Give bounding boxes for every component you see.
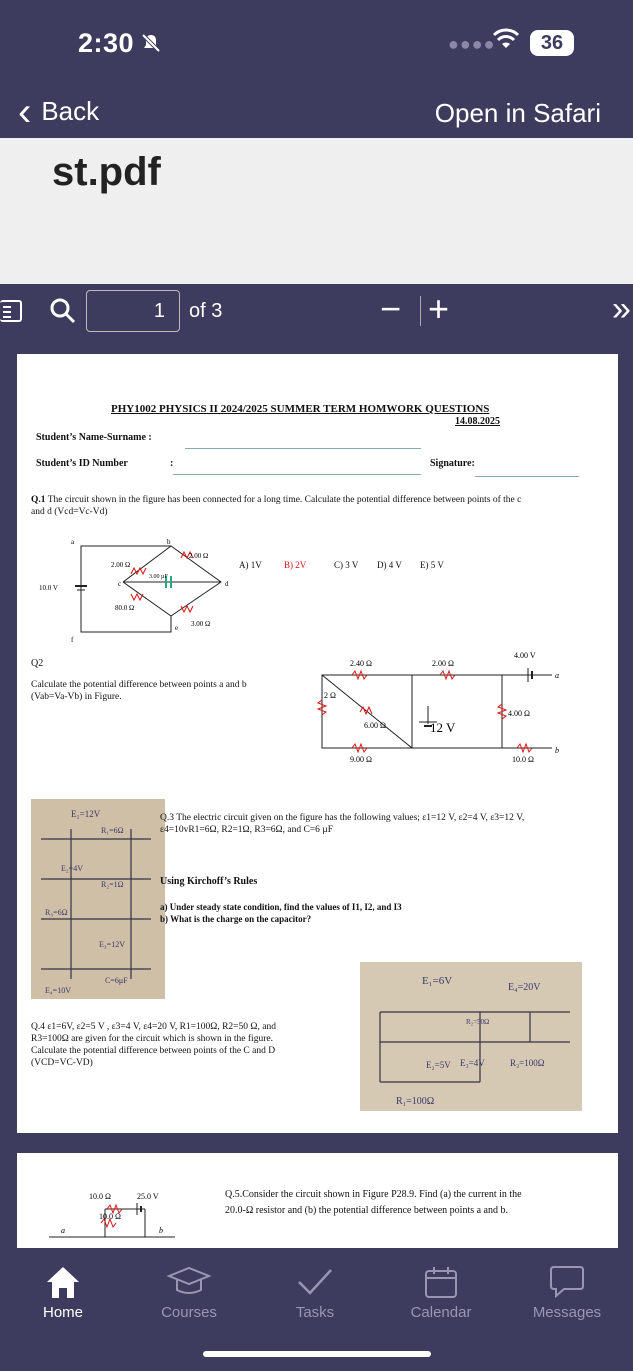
q3-circuit-photo	[31, 799, 165, 999]
q1-label-d: d	[225, 580, 229, 588]
q1-text-line1: The circuit shown in the figure has been connected for a long time. Calculate the potential difference between points of the c	[47, 495, 522, 505]
tab-tasks-label: Tasks	[295, 1304, 335, 1321]
q1-label-cap: 3.00 µF	[149, 574, 168, 580]
q4-photo-r2: R₂=50Ω	[466, 1018, 490, 1026]
q1-label-a: a	[71, 538, 75, 546]
signature-label: Signature:	[430, 458, 475, 469]
sidebar-toggle-icon[interactable]	[0, 300, 22, 322]
q2-label-r2: 2 Ω	[324, 691, 336, 700]
tab-courses-label: Courses	[161, 1304, 217, 1321]
q3-text-line2: ε4=10vR1=6Ω, R2=1Ω, R3=6Ω, and C=6 µF	[160, 825, 334, 835]
q1-option-c: C) 3 V	[334, 560, 359, 570]
q2-label-r3: 6.00 Ω	[364, 721, 386, 730]
graduation-cap-icon	[126, 1260, 252, 1304]
q3-photo-e3: E₃=12V	[99, 940, 125, 949]
q4-photo-r3: R₃=100Ω	[510, 1058, 545, 1068]
toolbar-divider	[420, 296, 421, 326]
q4-photo-e4: E₄=20V	[508, 982, 541, 993]
q5-label-v: 25.0 V	[137, 1192, 159, 1201]
q2-label-r4: 9.00 Ω	[350, 755, 372, 764]
q5-label-a: a	[61, 1226, 65, 1235]
q4-text-line4: (VCD=VC-VD)	[31, 1058, 93, 1068]
pdf-page-1	[17, 354, 618, 1133]
q1-label-r4: 3.00 Ω	[191, 620, 211, 628]
q1-option-e: E) 5 V	[420, 560, 444, 570]
q1-text-line2: and d (Vcd=Vc-Vd)	[31, 507, 108, 517]
q3-part-b: b) What is the charge on the capacitor?	[160, 914, 312, 924]
q4-text-line1: Q.4 ε1=6V, ε2=5 V , ε3=4 V, ε4=20 V, R1=100Ω, R2=50 Ω, and	[31, 1022, 276, 1032]
q1-number: Q.1	[31, 495, 46, 505]
q1-option-b: B) 2V	[284, 560, 307, 570]
q2-text-line1: Calculate the potential difference between points a and b	[31, 680, 247, 690]
q2-label-r6: 4.00 Ω	[508, 709, 530, 718]
nav-bar	[0, 88, 633, 138]
q3-photo-r2: R₂=1Ω	[101, 880, 124, 889]
q1-label-f: f	[71, 636, 74, 644]
q3-photo-e2: E₂=4V	[61, 864, 83, 873]
tab-tasks[interactable]	[252, 1260, 378, 1321]
q2-label-v4: 4.00 V	[514, 651, 536, 660]
zoom-out-button[interactable]: −	[380, 288, 402, 329]
double-chevron-right-icon[interactable]: »	[612, 290, 631, 328]
pdf-toolbar	[0, 284, 633, 342]
signal-dots-icon: ●●●●	[448, 34, 496, 54]
q5-circuit-diagram	[45, 1183, 205, 1248]
q2-label-a: a	[555, 671, 559, 680]
q2-label-v12: 12 V	[430, 720, 456, 735]
battery-icon: 36	[530, 30, 574, 56]
tab-courses[interactable]	[126, 1260, 252, 1321]
q1-option-d: D) 4 V	[377, 560, 402, 570]
tab-messages-label: Messages	[532, 1304, 602, 1321]
home-indicator	[203, 1351, 431, 1357]
page-number-input[interactable]: 1	[86, 290, 180, 332]
pdf-page-2	[17, 1153, 618, 1248]
wifi-icon	[492, 28, 520, 57]
status-bar	[0, 0, 633, 88]
page-date: 14.08.2025	[455, 416, 500, 427]
tab-calendar-label: Calendar	[410, 1304, 472, 1321]
q5-text-line1: Q.5.Consider the circuit shown in Figure P28.9. Find (a) the current in the	[225, 1189, 522, 1200]
id-label: Student’s ID Number	[36, 458, 128, 469]
q1-label-c: c	[118, 580, 122, 588]
status-time: 2:30	[78, 28, 135, 58]
q5-label-r1: 10.0 Ω	[89, 1192, 111, 1201]
q4-circuit-photo	[360, 962, 582, 1111]
q5-text-line2: 20.0-Ω resistor and (b) the potential difference between points a and b.	[225, 1205, 508, 1216]
q1-label-r2: 2.00 Ω	[189, 552, 209, 560]
q3-photo-e4: E₄=10V	[45, 986, 71, 995]
q3-photo-e1: E₁=12V	[71, 809, 101, 819]
tab-home[interactable]	[0, 1260, 126, 1321]
q3-part-a: a) Under steady state condition, find the values of I1, I2, and I3	[160, 902, 402, 912]
name-label: Student’s Name-Surname :	[36, 432, 152, 443]
tab-messages[interactable]	[504, 1260, 630, 1321]
q2-label-r7: 10.0 Ω	[512, 755, 534, 764]
q1-label-r3: 80.0 Ω	[115, 604, 135, 612]
signature-line	[475, 476, 579, 477]
q3-text-line1: Q.3 The electric circuit given on the figure has the following values; ε1=12 V, ε2=4 V, ε3=12 V,	[160, 813, 525, 823]
silent-bell-icon	[140, 32, 162, 60]
home-icon	[0, 1260, 126, 1304]
q2-label-r5: 2.00 Ω	[432, 659, 454, 668]
calendar-icon	[378, 1260, 504, 1304]
chevron-left-icon: ‹	[18, 89, 32, 134]
q5-label-b: b	[159, 1226, 163, 1235]
back-button[interactable]	[18, 89, 100, 134]
tab-home-label: Home	[42, 1304, 83, 1321]
q2-circuit-diagram	[312, 630, 562, 780]
q4-text-line2: R3=100Ω are given for the circuit which is shown in the figure.	[31, 1034, 273, 1044]
name-line	[185, 448, 421, 449]
back-label: Back	[41, 96, 100, 126]
q3-kirchhoff: Using Kirchoff’s Rules	[160, 876, 258, 887]
page-heading: PHY1002 PHYSICS II 2024/2025 SUMMER TERM HOMWORK QUESTIONS	[111, 403, 490, 415]
q1-label-v: 10.0 V	[39, 584, 58, 592]
q5-label-r2: 10.0 Ω	[99, 1212, 121, 1221]
q1-text	[31, 494, 613, 506]
document-title: st.pdf	[52, 150, 161, 194]
q1-circuit-diagram	[31, 534, 251, 649]
zoom-in-button[interactable]: +	[428, 288, 450, 329]
checkmark-icon	[252, 1260, 378, 1304]
q4-photo-e3: E₃=4V	[460, 1058, 485, 1068]
search-icon[interactable]	[48, 296, 78, 326]
page-total: of 3	[189, 300, 223, 322]
q4-photo-r1: R₁=100Ω	[396, 1096, 435, 1107]
q2-text-line2: (Vab=Va-Vb) in Figure.	[31, 692, 122, 702]
q4-text-line3: Calculate the potential difference between points of the C and D	[31, 1046, 276, 1056]
q4-photo-e2: E₂=5V	[426, 1060, 451, 1070]
q2-label-b: b	[555, 746, 559, 755]
message-bubble-icon	[504, 1260, 630, 1304]
q3-photo-c: C=6μF	[105, 976, 128, 985]
tab-calendar[interactable]	[378, 1260, 504, 1321]
document-header	[0, 138, 633, 284]
q1-label-b: b	[167, 538, 171, 546]
q2-number: Q2	[31, 658, 44, 669]
q1-label-r1: 2.00 Ω	[111, 561, 131, 569]
open-in-safari-button[interactable]: Open in Safari	[434, 98, 601, 128]
id-line	[173, 474, 421, 475]
id-colon: :	[170, 458, 174, 469]
q4-photo-e1: E₁=6V	[422, 975, 453, 987]
q3-photo-r1: R₁=6Ω	[101, 826, 124, 835]
q3-photo-r3: R₃=6Ω	[45, 908, 68, 917]
q2-label-r1: 2.40 Ω	[350, 659, 372, 668]
pdf-viewer[interactable]	[0, 342, 633, 1248]
q1-option-a: A) 1V	[239, 560, 262, 570]
q1-label-e: e	[175, 624, 179, 632]
